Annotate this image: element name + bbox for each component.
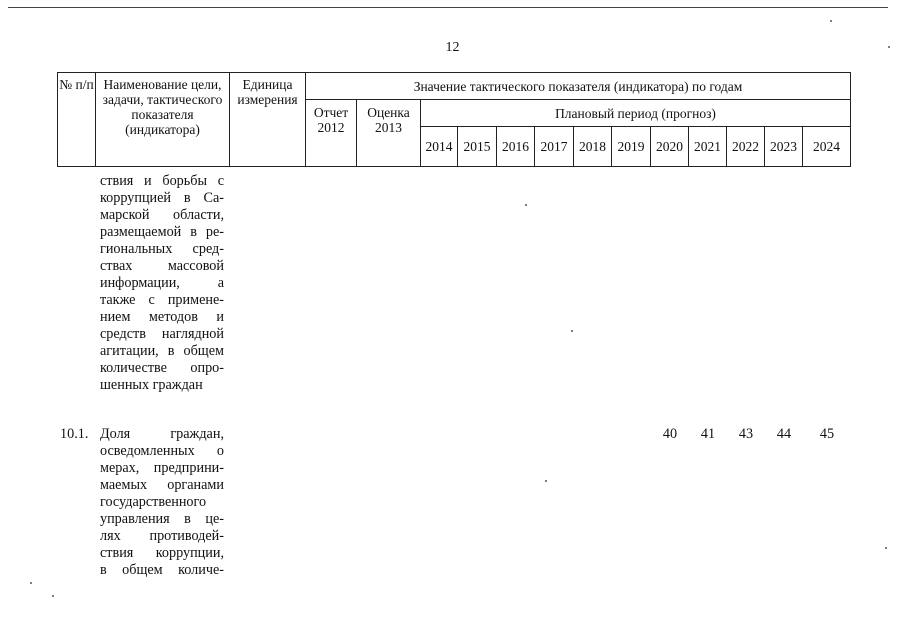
scan-speck — [30, 582, 32, 584]
scan-top-edge — [8, 7, 888, 8]
value-2022: 43 — [738, 426, 754, 442]
text-line: нием методов и — [100, 309, 224, 325]
text-line: шенных граждан — [100, 377, 203, 393]
row-number: 10.1. — [60, 426, 89, 442]
page-number: 12 — [445, 40, 460, 55]
header-estimate: Оценка 2013 — [357, 100, 421, 167]
indicator-table-header — [57, 72, 851, 167]
text-line: ствия и борьбы с — [100, 173, 224, 189]
text-line: гиональных сред- — [100, 241, 224, 257]
text-line: информации, а — [100, 275, 224, 291]
header-num: № п/п — [58, 73, 96, 167]
scan-speck — [545, 480, 547, 482]
value-2021: 41 — [700, 426, 716, 442]
text-line: также с примене- — [100, 292, 224, 308]
header-plan-title: Плановый период (прогноз) — [421, 100, 851, 127]
header-year: 2022 — [727, 127, 765, 167]
header-unit: Единица измерения — [230, 73, 306, 167]
header-year: 2017 — [535, 127, 574, 167]
scan-speck — [888, 46, 890, 48]
text-line: марской области, — [100, 207, 224, 223]
header-year: 2015 — [458, 127, 497, 167]
header-name: Наименование цели, задачи, тактического показателя (индикатора) — [96, 73, 230, 167]
text-line: лях противодей- — [100, 528, 224, 544]
scan-speck — [830, 20, 832, 22]
value-2024: 45 — [819, 426, 835, 442]
text-line: мерах, предприни- — [100, 460, 224, 476]
text-line: осведомленных о — [100, 443, 224, 459]
text-line: Доля граждан, — [100, 426, 224, 442]
text-line: коррупцией в Са- — [100, 190, 224, 206]
text-line: средств наглядной — [100, 326, 224, 342]
text-line: агитации, в общем — [100, 343, 224, 359]
scan-speck — [885, 547, 887, 549]
text-line: ствия коррупции, — [100, 545, 224, 561]
text-line: размещаемой в ре- — [100, 224, 224, 240]
header-year: 2020 — [651, 127, 689, 167]
text-line: маемых органами — [100, 477, 224, 493]
header-year: 2014 — [421, 127, 458, 167]
text-line: государственного — [100, 494, 207, 510]
header-year: 2024 — [803, 127, 851, 167]
scan-speck — [52, 595, 54, 597]
header-year: 2016 — [497, 127, 535, 167]
header-values-title: Значение тактического показателя (индикатора) по годам — [306, 73, 851, 100]
text-line: управления в це- — [100, 511, 224, 527]
header-report: Отчет 2012 — [306, 100, 357, 167]
text-line: в общем количе- — [100, 562, 224, 578]
scan-speck — [525, 204, 527, 206]
text-line: количестве опро- — [100, 360, 224, 376]
header-year: 2021 — [689, 127, 727, 167]
scan-speck — [571, 330, 573, 332]
header-year: 2018 — [574, 127, 612, 167]
text-line: ствах массовой — [100, 258, 224, 274]
value-2020: 40 — [662, 426, 678, 442]
header-year: 2019 — [612, 127, 651, 167]
value-2023: 44 — [776, 426, 792, 442]
header-year: 2023 — [765, 127, 803, 167]
